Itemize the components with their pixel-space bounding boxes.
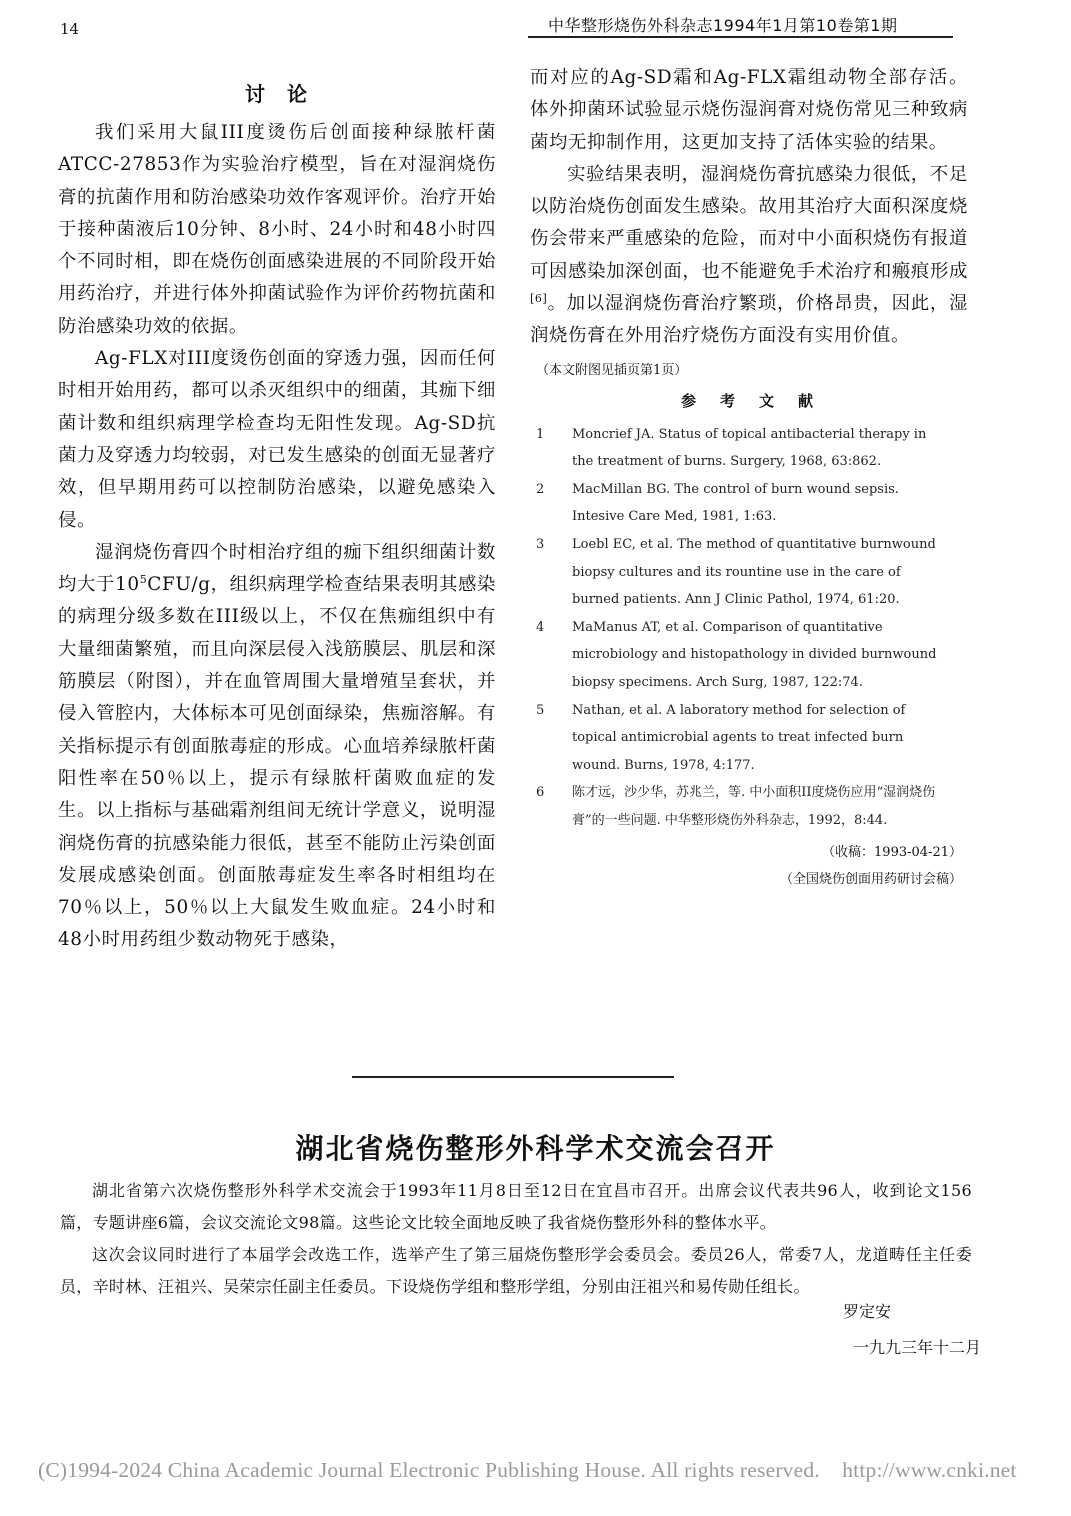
reference-text: Moncrief JA. Status of topical antibacterial therapy in the treatment of burns. Surgery, 1968, 63:862.	[572, 426, 927, 470]
reference-number: 3	[536, 537, 545, 553]
reference-item	[530, 421, 968, 476]
header-rule	[528, 36, 953, 38]
reference-text: MaManus AT, et al. Comparison of quantitative microbiology and histopathology in divided burnwound biopsy specimens. Arch Surg, 1987, 122:74.	[572, 619, 937, 691]
news-signature	[842, 1294, 981, 1366]
reference-text: Loebl EC, et al. The method of quantitative burnwound biopsy cultures and its rountine use in the care of burned patients. Ann J Clinic Pathol, 1974, 61:20.	[572, 537, 936, 608]
reference-number: 1	[536, 426, 545, 442]
conference-note: （全国烧伤创面用药研讨会稿）	[779, 871, 962, 887]
reference-text: 陈才远，沙少华，苏兆兰，等. 中小面积II度烧伤应用“湿润烧伤膏”的一些问题. 中华整形烧伤外科杂志，1992，8:44.	[572, 785, 936, 828]
reference-item	[530, 697, 968, 780]
reference-text: Nathan, et al. A laboratory method for selection of topical antimicrobial agents to treat infected burn wound. Burns, 1978, 4:177.	[572, 702, 906, 773]
reference-number: 4	[536, 619, 545, 635]
exponent: 5	[139, 573, 148, 587]
news-date: 一九九三年十二月	[852, 1338, 981, 1357]
conclusion-text-a: 实验结果表明，湿润烧伤膏抗感染力很低，不足以防治烧伤创面发生感染。故用其治疗大面积深度烧伤会带来严重感染的危险，而对中小面积烧伤有报道可因感染加深创面，也不能避免手术治疗和瘢痕形成	[530, 163, 968, 282]
reference-item	[530, 476, 968, 531]
discussion-paragraph-3	[58, 537, 496, 957]
paragraph-3-text-b: CFU/g，组织病理学检查结果表明其感染的病理分级多数在III级以上，不仅在焦痂组织中有大量细菌繁殖，而且向深层侵入浅筋膜层、肌层和深筋膜层（附图），并在血管周围大量增殖呈套状，并侵入管腔内，大体标本可见创面绿染，焦痂溶解。有关指标提示有创面脓毒症的形成。心血培养绿脓杆菌阳性率在50％以上，提示有绿脓杆菌败血症的发生。以上指标与基础霜剂组间无统计学意义，说明湿润烧伤膏的抗感染能力很低，甚至不能防止污染创面发展成感染创面。创面脓毒症发生率各时相组均在70％以上，50％以上大鼠发生败血症。24小时和48小时用药组少数动物死于感染，	[58, 574, 496, 951]
section-divider	[352, 1076, 674, 1078]
reference-item	[530, 614, 968, 697]
discussion-paragraph-1: 我们采用大鼠III度烫伤后创面接种绿脓杆菌ATCC-27853作为实验治疗模型，旨在对湿润烧伤膏的抗菌作用和防治感染功效作客观评价。治疗开始于接种菌液后10分钟、8小时、24小时和48小时四个不同时相，即在烧伤创面感染进展的不同阶段开始用药治疗，并进行体外抑菌试验作为评价药物抗菌和防治感染功效的依据。	[58, 122, 496, 337]
journal-title: 中华整形烧伤外科杂志1994年1月第10卷第1期	[548, 16, 898, 35]
conclusion-text-b: 。加以湿润烧伤膏治疗繁琐，价格昂贵，因此，湿润烧伤膏在外用治疗烧伤方面没有实用价值。	[530, 293, 968, 347]
reference-text: MacMillan BG. The control of burn wound sepsis. Intesive Care Med, 1981, 1:63.	[572, 481, 899, 525]
figure-note: （本文附图见插页第1页）	[536, 362, 688, 378]
discussion-paragraph-2: Ag-FLX对III度烫伤创面的穿透力强，因而任何时相开始用药，都可以杀灭组织中的细菌，其痂下细菌计数和组织病理学检查均无阳性发现。Ag-SD抗菌力及穿透力均较弱，对已发生感染的创面无显著疗效，但早期用药可以控制防治感染，以避免感染入侵。	[58, 348, 496, 531]
page-number: 14	[60, 20, 80, 38]
reference-number: 2	[536, 481, 545, 497]
references-heading: 参考文献	[680, 391, 837, 410]
reference-number: 5	[536, 702, 545, 718]
references-list	[530, 421, 968, 835]
news-author: 罗定安	[842, 1302, 891, 1321]
reference-item	[530, 779, 968, 834]
news-title: 湖北省烧伤整形外科学术交流会召开	[295, 1132, 776, 1165]
citation-6: [6]	[530, 291, 548, 305]
discussion-right-column	[530, 62, 968, 893]
news-paragraph-1: 湖北省第六次烧伤整形外科学术交流会于1993年11月8日至12日在宜昌市召开。出席会议代表共96人，收到论文156篇，专题讲座6篇，会议交流论文98篇。这些论文比较全面地反映了我省烧伤整形外科的整体水平。	[60, 1181, 972, 1232]
discussion-conclusion	[530, 159, 968, 353]
copyright-footer: (C)1994-2024 China Academic Journal Electronic Publishing House. All rights reserved. http://www.cnki.net	[38, 1458, 1017, 1482]
reference-number: 6	[536, 785, 545, 801]
received-date: （收稿：1993-04-21）	[822, 844, 962, 860]
discussion-left-column	[58, 78, 496, 957]
discussion-continuation: 而对应的Ag-SD霜和Ag-FLX霜组动物全部存活。体外抑菌环试验显示烧伤湿润膏对烧伤常见三种致病菌均无抑制作用，这更加支持了活体实验的结果。	[530, 67, 968, 153]
paragraph-3-text-a: 湿润烧伤膏四个时相治疗组的痂下组织细菌计数均大于10	[58, 541, 496, 596]
news-paragraph-2: 这次会议同时进行了本届学会改选工作，选举产生了第三届烧伤整形学会委员会。委员26人，常委7人，龙道畴任主任委员，辛时林、汪祖兴、吴荣宗任副主任委员。下设烧伤学组和整形学组，分别由汪祖兴和易传勋任组长。	[60, 1245, 972, 1296]
reference-item	[530, 531, 968, 614]
discussion-heading: 讨论	[245, 82, 329, 106]
news-body	[60, 1175, 972, 1303]
